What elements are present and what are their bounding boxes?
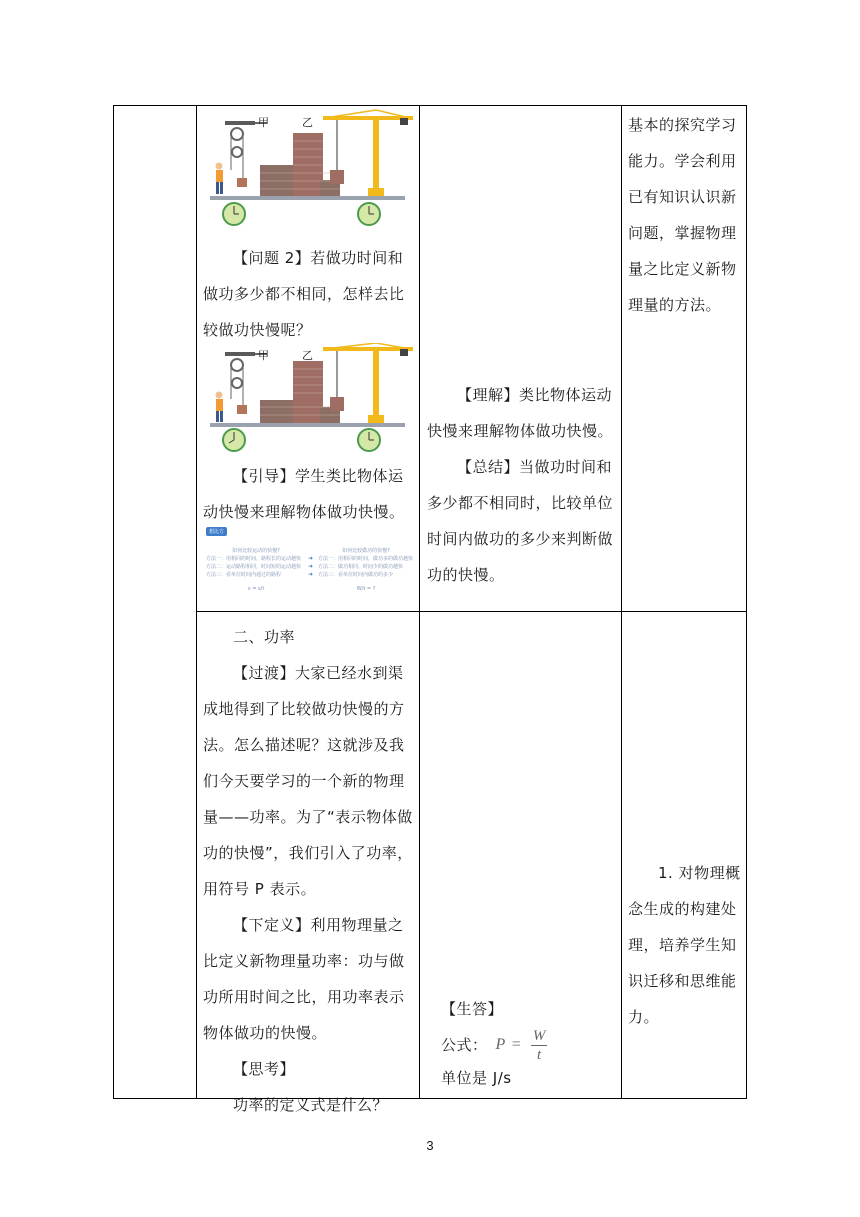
row1-col4-content [628,107,742,323]
formula-equals: = [511,1036,522,1053]
figure1-label-yi: 乙 [302,116,313,129]
understand-text: 【理解】类比物体运动快慢来理解物体做功快慢。 [427,386,614,440]
student-answer-label: 【生答】 [441,1000,504,1018]
figure2-label-jia: 甲 [258,349,269,362]
table-right-border [746,105,747,1099]
figure1-label-jia: 甲 [258,116,269,129]
comparison-left-line: 方法三：看单位时间内通过的路程 [206,572,282,578]
row1-col3-content [427,377,617,593]
comparison-right-line: 方法二：做功相同，时间少的做功越快 [318,564,404,570]
think-label: 【思考】 [233,1060,296,1078]
formula-label: 公式： [441,1036,488,1054]
row2-col4-text: 1. 对物理概念生成的构建处理，培养学生知识迁移和思维能力。 [628,864,741,1026]
comparison-right-formula: W/t = ? [356,586,376,592]
think-question: 功率的定义式是什么？ [233,1096,389,1114]
comparison-right-line: 方法三：看单位时间内做功的多少 [318,572,394,578]
comparison-left-line: 方法二：运动路程相同，时间短的运动越快 [206,564,302,570]
summary-text: 【总结】当做功时间和多少都不相同时，比较单位时间内做功的多少来判断做功的快慢。 [427,458,614,584]
row2-col2-content [203,619,415,1123]
comparison-left-formula: v = s/t [247,586,265,592]
formula-denominator: t [536,1046,542,1063]
comparison-right-title: 如何比较做功的快慢? [342,548,390,554]
formula-fraction [531,1028,547,1063]
table-left-border [113,105,114,1099]
formula-lhs: P [495,1036,506,1053]
comparison-right [318,547,414,593]
row2-col4-content [628,855,742,1035]
unit-text: 单位是 J/s [441,1069,512,1087]
table-col-divider-3 [621,105,622,1099]
fraction-bar [531,1045,547,1046]
table-top-border [113,105,747,106]
section-heading: 二、功率 [233,628,296,646]
guide [203,458,415,530]
definition-text: 【下定义】利用物理量之比定义新物理量功率：功与做功所用时间之比，用功率表示物体做功的快慢。 [203,916,405,1042]
transition-text: 【过渡】大家已经水到渠成地得到了比较做功快慢的方法。怎么描述呢？这就涉及我们今天要学习的一个新的物理量——功率。为了“表示物体做功的快慢”，我们引入了功率，用符号 P 表示。 [203,664,413,898]
table-col-divider-1 [196,105,197,1099]
comparison-arrows: ➜ ➜ ➜ [308,555,314,578]
comparison-right-line: 方法一：用相同的时间，做功多的做功越快 [318,556,414,562]
row2-col3-content [441,991,611,1093]
comparison-left-title: 如何比较运动的快慢? [232,548,280,554]
comparison-badge: 想比方 [206,527,227,536]
row1-col4-text: 基本的探究学习能力。学会利用已有知识认识新问题，掌握物理量之比定义新物理量的方法。 [628,116,737,314]
page-number: 3 [426,1138,434,1153]
guide-text: 【引导】学生类比物体运动快慢来理解物体做功快慢。 [203,467,405,521]
figure2-label-yi: 乙 [302,349,313,362]
formula-line [441,1027,611,1063]
table-col-divider-2 [419,105,420,1099]
comparison-left-line: 方法一：用相同的时间，路程长的运动越快 [206,556,302,562]
comparison-card [204,525,414,609]
table-row-divider [196,611,747,612]
question-2 [203,240,415,348]
comparison-left [206,547,306,593]
question-2-text: 【问题 2】若做功时间和做功多少都不相同，怎样去比较做功快慢呢？ [203,249,405,339]
formula-numerator: W [532,1027,546,1044]
